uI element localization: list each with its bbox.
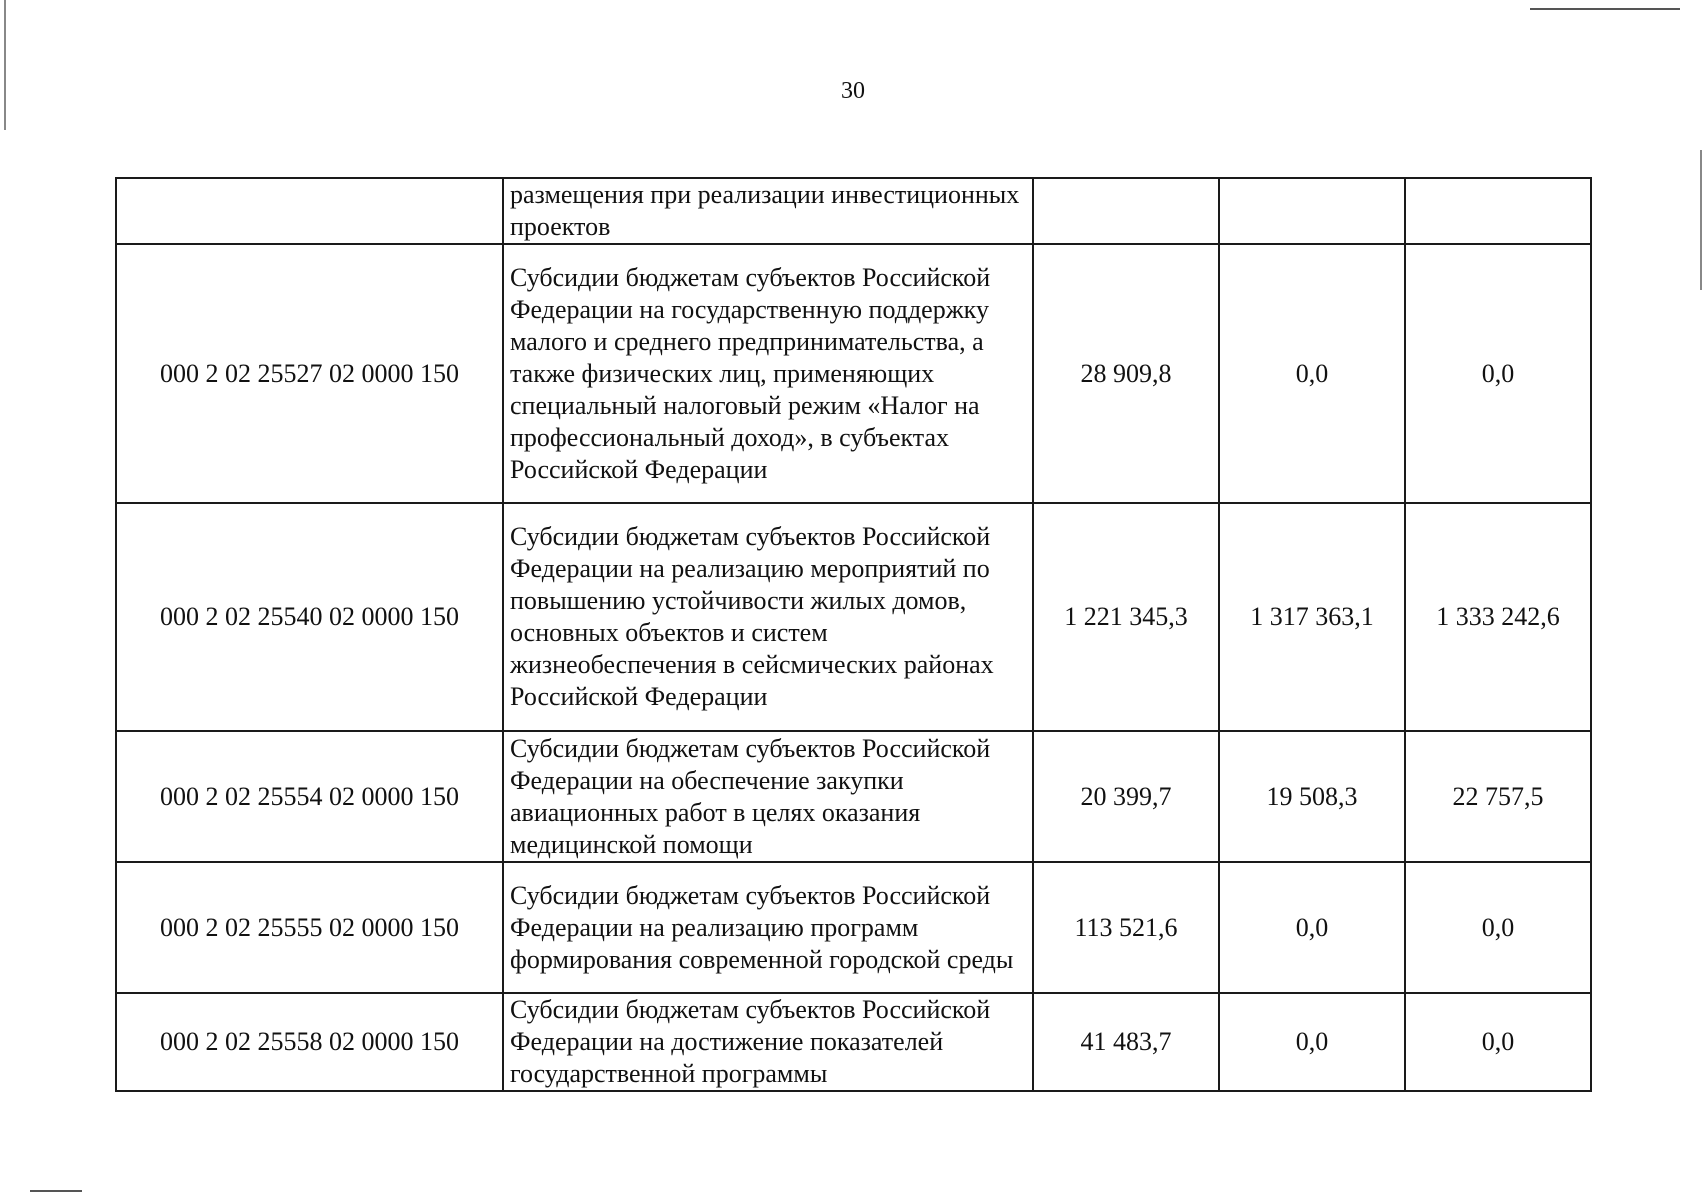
value-2023-cell: 22 757,5 (1405, 731, 1591, 862)
value-2023-cell: 0,0 (1405, 244, 1591, 503)
table-row (116, 503, 1591, 731)
scan-edge-right (1700, 150, 1702, 290)
value-2022-cell (1219, 178, 1405, 244)
value-2022-cell: 0,0 (1219, 244, 1405, 503)
value-2022-cell: 1 317 363,1 (1219, 503, 1405, 731)
value-2023-cell (1405, 178, 1591, 244)
scan-edge-top-right (1530, 8, 1680, 10)
code-cell: 000 2 02 25555 02 0000 150 (116, 862, 503, 993)
value-2021-cell (1033, 178, 1219, 244)
description-cell: Субсидии бюджетам субъектов Российской Федерации на государственную поддержку малого и среднего предпринимательства, а также физических лиц, применяющих специальный налоговый режим «Налог на профессиональный доход», в субъектах Российской Федерации (503, 244, 1033, 503)
value-2021-cell: 28 909,8 (1033, 244, 1219, 503)
description-cell: размещения при реализации инвестиционных проектов (503, 178, 1033, 244)
table-row (116, 244, 1591, 503)
description-cell: Субсидии бюджетам субъектов Российской Федерации на обеспечение закупки авиационных работ в целях оказания медицинской помощи (503, 731, 1033, 862)
code-cell: 000 2 02 25527 02 0000 150 (116, 244, 503, 503)
description-cell: Субсидии бюджетам субъектов Российской Федерации на реализацию мероприятий по повышению устойчивости жилых домов, основных объектов и систем жизнеобеспечения в сейсмических районах Российской Федерации (503, 503, 1033, 731)
description-cell: Субсидии бюджетам субъектов Российской Федерации на достижение показателей государственной программы (503, 993, 1033, 1091)
scan-edge-bottom-left (30, 1190, 82, 1192)
description-cell: Субсидии бюджетам субъектов Российской Федерации на реализацию программ формирования современной городской среды (503, 862, 1033, 993)
table-row (116, 862, 1591, 993)
scan-edge-left (4, 0, 6, 130)
code-cell (116, 178, 503, 244)
page-number: 30 (841, 78, 865, 104)
budget-table (115, 177, 1592, 1092)
table-row (116, 993, 1591, 1091)
code-cell: 000 2 02 25558 02 0000 150 (116, 993, 503, 1091)
value-2022-cell: 0,0 (1219, 993, 1405, 1091)
value-2022-cell: 19 508,3 (1219, 731, 1405, 862)
value-2023-cell: 1 333 242,6 (1405, 503, 1591, 731)
table-row (116, 731, 1591, 862)
value-2021-cell: 1 221 345,3 (1033, 503, 1219, 731)
value-2023-cell: 0,0 (1405, 993, 1591, 1091)
code-cell: 000 2 02 25554 02 0000 150 (116, 731, 503, 862)
code-cell: 000 2 02 25540 02 0000 150 (116, 503, 503, 731)
table-row (116, 178, 1591, 244)
value-2021-cell: 113 521,6 (1033, 862, 1219, 993)
value-2022-cell: 0,0 (1219, 862, 1405, 993)
value-2021-cell: 41 483,7 (1033, 993, 1219, 1091)
value-2023-cell: 0,0 (1405, 862, 1591, 993)
value-2021-cell: 20 399,7 (1033, 731, 1219, 862)
